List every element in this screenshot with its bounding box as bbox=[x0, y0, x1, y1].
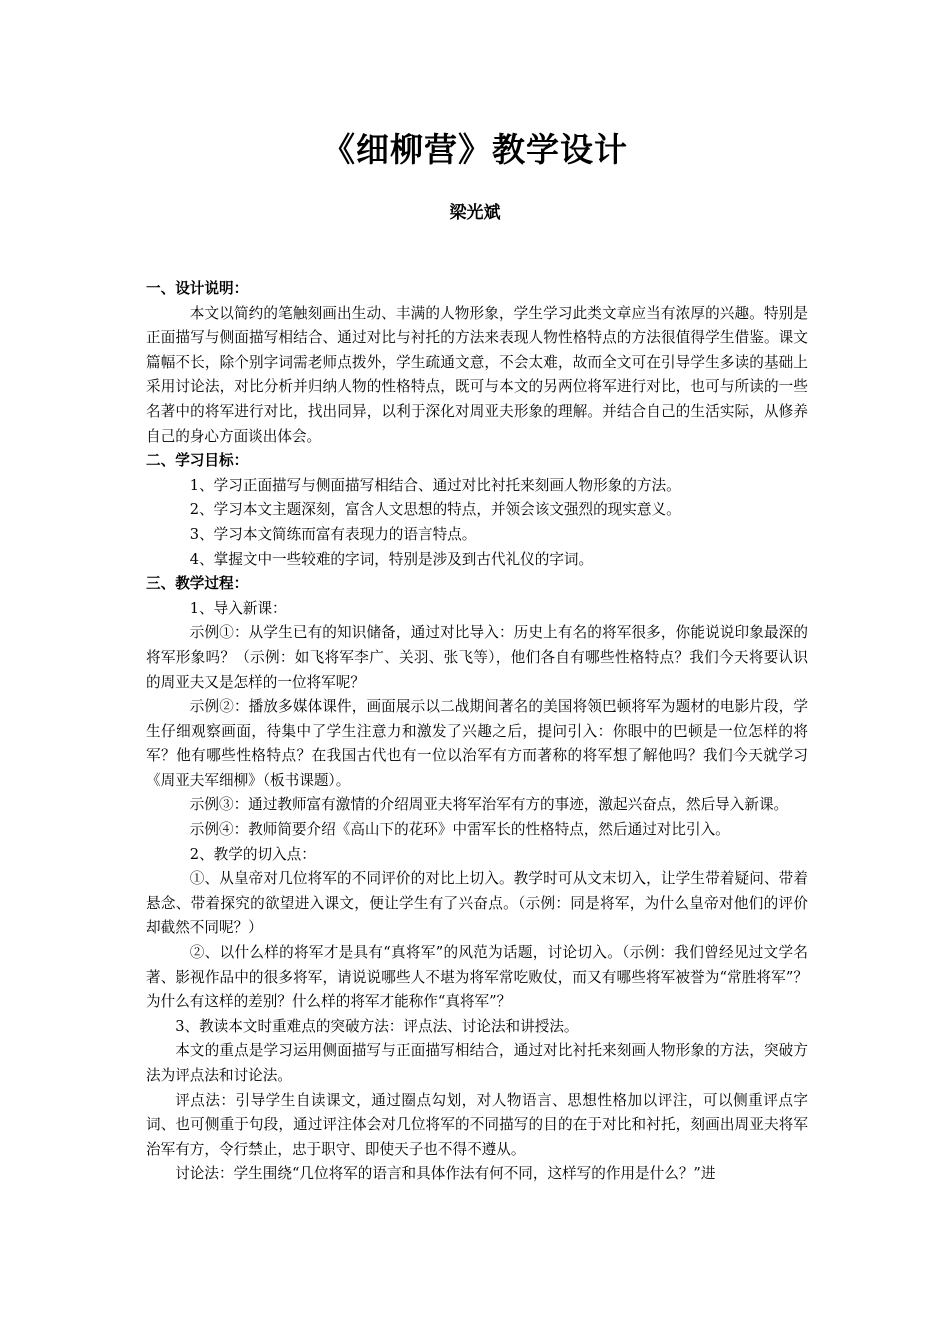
process-sub-intro: 1、导入新课： bbox=[189, 599, 287, 617]
methods-paragraph-focus: 本文的重点是学习运用侧面描写与正面描写相结合，通过对比衬托来刻画人物形象的方法，突破方法为评点法和讨论法。 bbox=[146, 1042, 808, 1084]
document-author: 梁光斌 bbox=[449, 203, 501, 223]
section-heading-design: 一、设计说明： bbox=[146, 280, 249, 297]
section-heading-process: 三、教学过程： bbox=[146, 575, 249, 593]
entry-point-2: ②、以什么样的将军才是具有“真将军”的风范为话题，讨论切入。（示例：我们曾经见过文学名著、影视作品中的很多将军，请说说哪些人不堪为将军常吃败仗，而又有哪些将军被誉为“常胜将军”？为什么有这样的差别？什么样的将军才能称作“真将军”？ bbox=[146, 944, 808, 1011]
methods-paragraph-comment: 评点法：引导学生自读课文，通过圈点勾划，对人物语言、思想性格加以评注，可以侧重评点字词、也可侧重于句段，通过评注体会对几位将军的不同描写的目的在于对比和衬托，刻画出周亚夫将军治军有方，令行禁止，忠于职守、即使天子也不得不遵从。 bbox=[146, 1091, 808, 1158]
example-2: 示例②：播放多媒体课件，画面展示以二战期间著名的美国将领巴顿将军为题材的电影片段，学生仔细观察画面，待集中了学生注意力和激发了兴趣之后，提问引入：你眼中的巴顿是一位怎样的将军？他有哪些性格特点？在我国古代也有一位以治军有方而著称的将军想了解他吗？我们今天就学习《周亚夫军细柳》（板书课题）。 bbox=[146, 698, 808, 789]
document-body bbox=[146, 277, 808, 1187]
example-3: 示例③：通过教师富有激情的介绍周亚夫将军治军有方的事迹，激起兴奋点，然后导入新课。 bbox=[189, 796, 789, 814]
section-heading-goals: 二、学习目标： bbox=[146, 452, 249, 470]
example-1: 示例①：从学生已有的知识储备，通过对比导入：历史上有名的将军很多，你能说说印象最深的将军形象吗？（示例：如飞将军李广、关羽、张飞等），他们各自有哪些性格特点？我们今天将要认识的周亚夫又是怎样的一位将军呢？ bbox=[146, 624, 808, 691]
methods-paragraph-discussion: 讨论法：学生围绕“几位将军的语言和具体作法有何不同，这样写的作用是什么？”进 bbox=[175, 1165, 716, 1183]
goal-item-3: 3、学习本文简练而富有表现力的语言特点。 bbox=[189, 525, 477, 543]
goal-item-1: 1、学习正面描写与侧面描写相结合、通过对比衬托来刻画人物形象的方法。 bbox=[189, 476, 681, 494]
example-4: 示例④：教师简要介绍《高山下的花环》中雷军长的性格特点，然后通过对比引入。 bbox=[189, 821, 730, 839]
process-sub-entry: 2、教学的切入点： bbox=[189, 845, 316, 863]
design-paragraph: 本文以简约的笔触刻画出生动、丰满的人物形象，学生学习此类文章应当有浓厚的兴趣。特别是正面描写与侧面描写相结合、通过对比与衬托的方法来表现人物性格特点的方法很值得学生借鉴。课文篇幅不长，除个别字词需老师点拨外，学生疏通文意，不会太难，故而全文可在引导学生多读的基础上采用讨论法，对比分析并归纳人物的性格特点，既可与本文的另两位将军进行对比，也可与所读的一些名著中的将军进行对比，找出同异，以利于深化对周亚夫形象的理解。并结合自己的生活实际，从修养自己的身心方面谈出体会。 bbox=[146, 304, 808, 445]
goal-item-2: 2、学习本文主题深刻，富含人文思想的特点，并领会该文强烈的现实意义。 bbox=[189, 501, 681, 519]
entry-point-1: ①、从皇帝对几位将军的不同评价的对比上切入。教学时可从文末切入，让学生带着疑问、带着悬念、带着探究的欲望进入课文，便让学生有了兴奋点。（示例：同是将军，为什么皇帝对他们的评价却截然不同呢？） bbox=[146, 870, 808, 937]
process-sub-methods: 3、教读本文时重难点的突破方法：评点法、讨论法和讲授法。 bbox=[175, 1017, 579, 1035]
document-title: 《细柳营》教学设计 bbox=[322, 130, 628, 169]
goal-item-4: 4、掌握文中一些较难的字词，特别是涉及到古代礼仪的字词。 bbox=[189, 550, 594, 568]
